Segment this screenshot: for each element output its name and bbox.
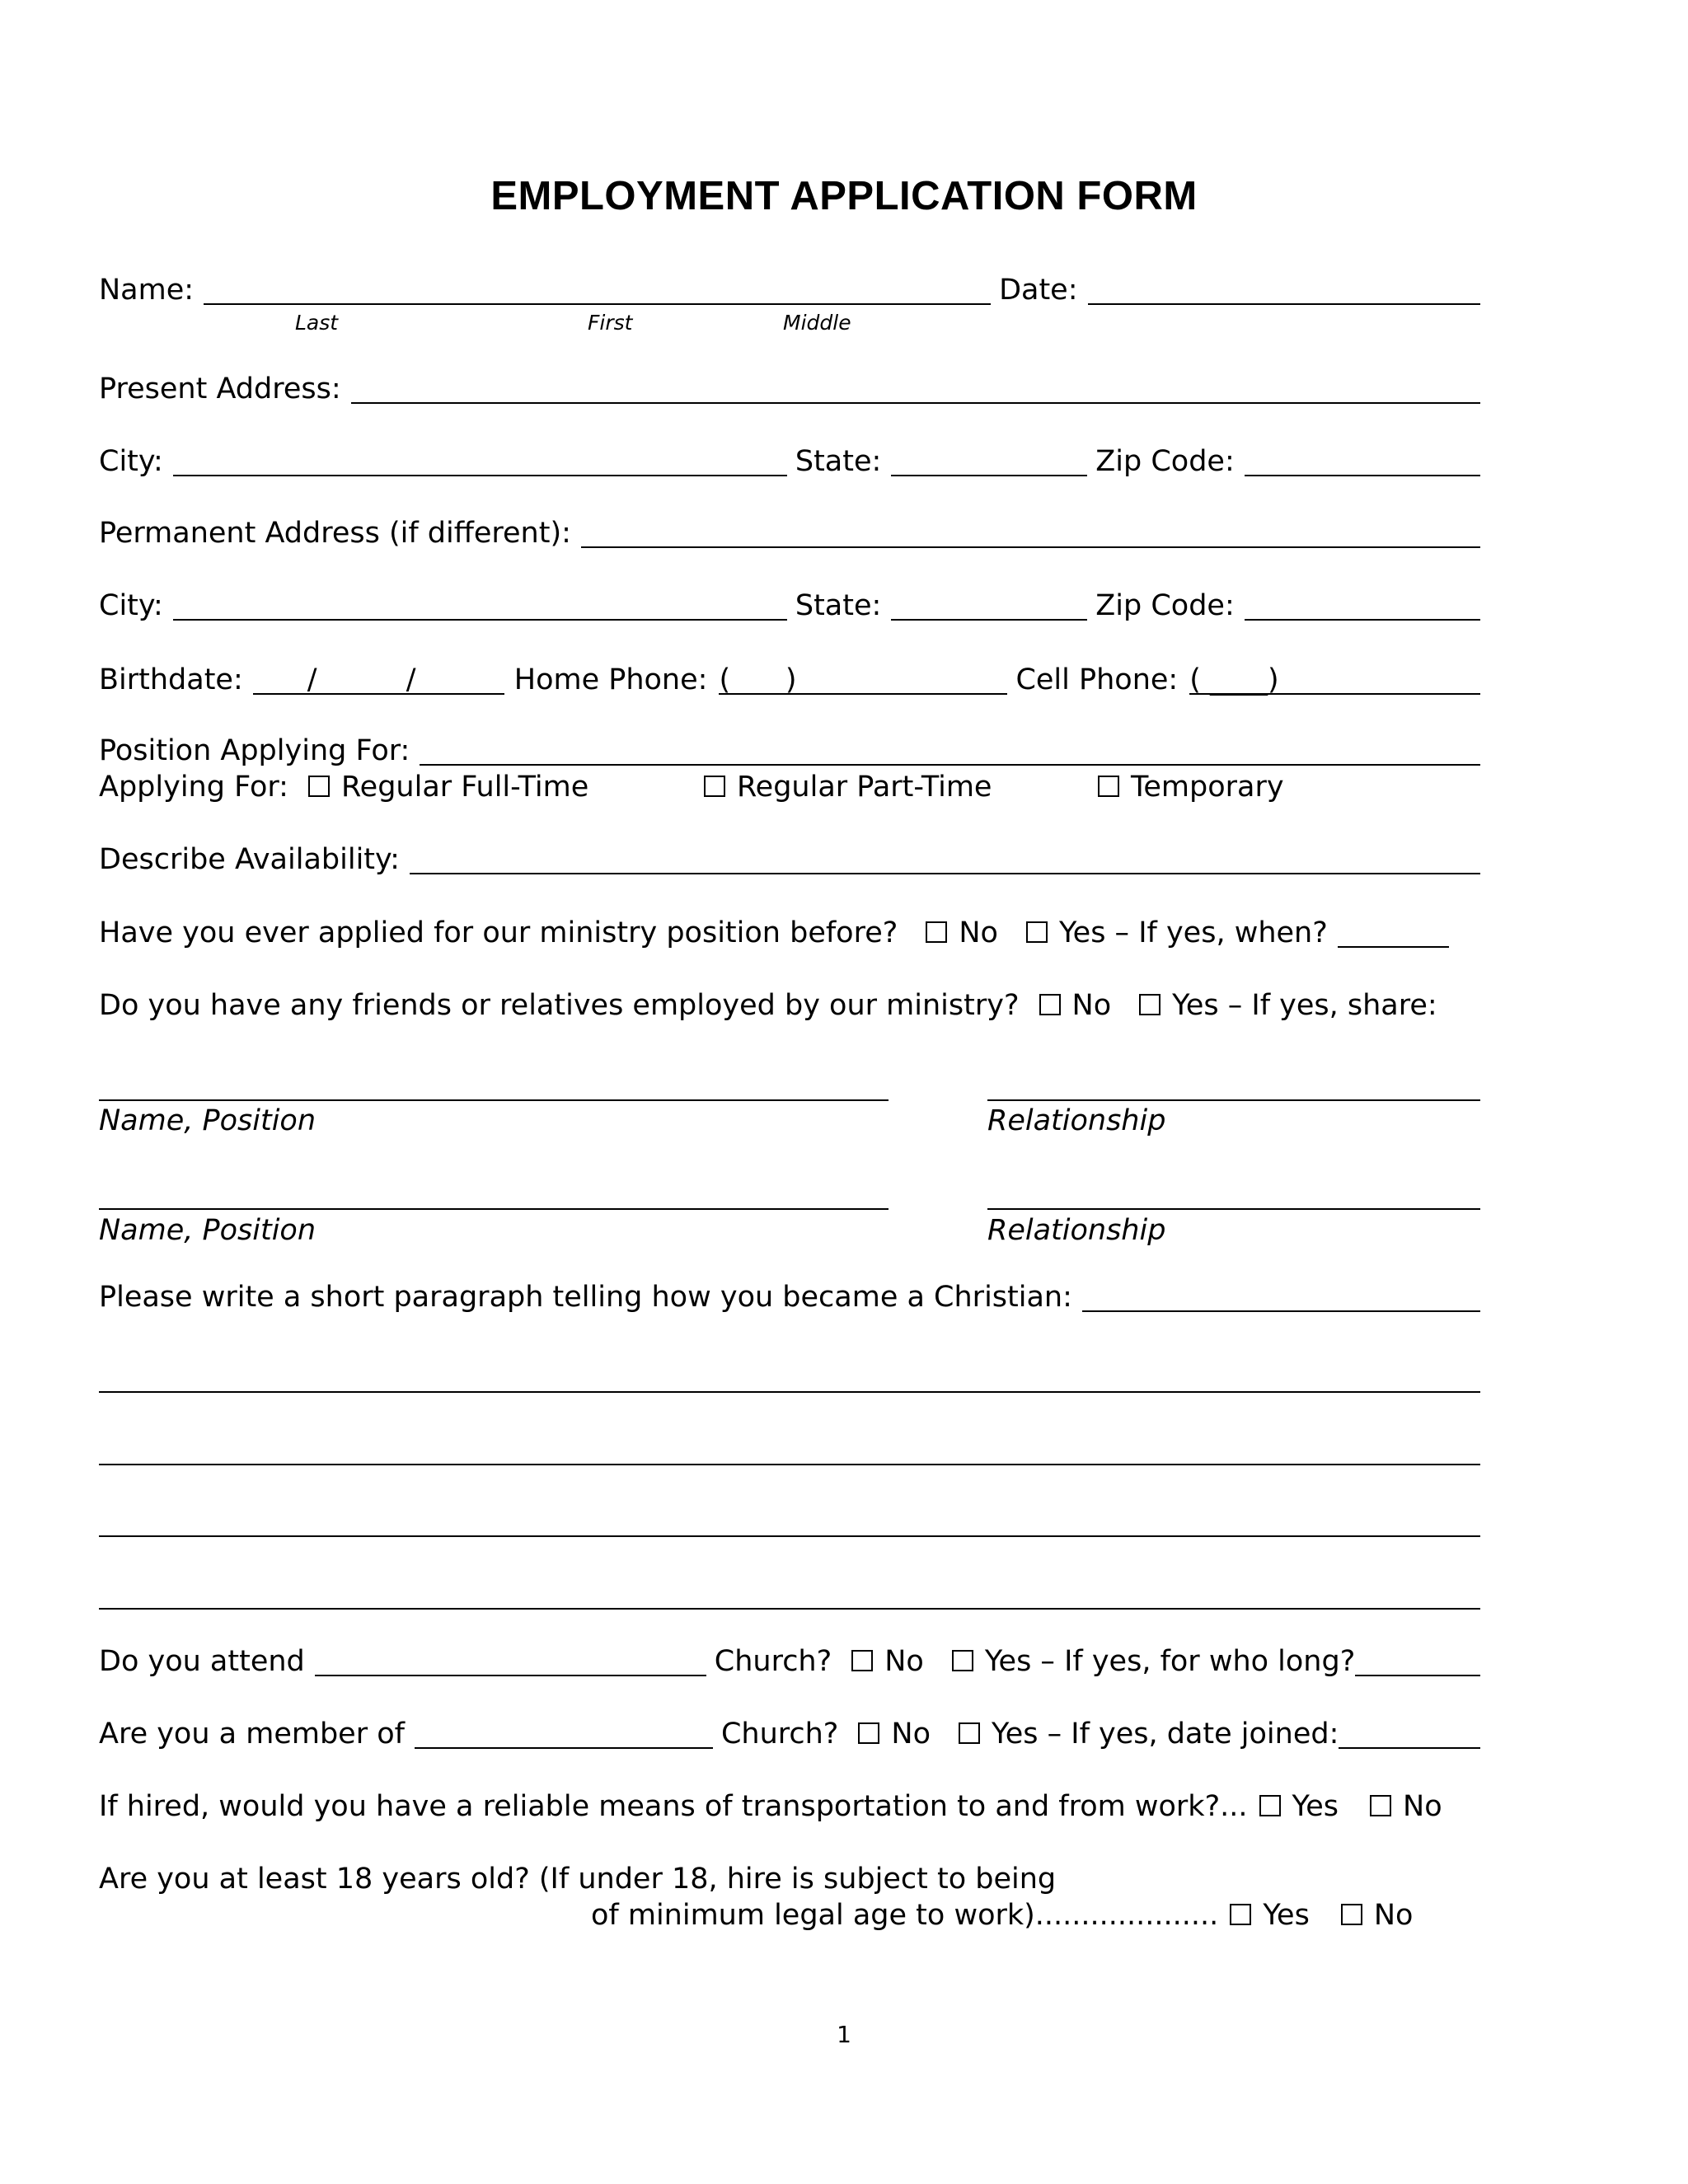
temporary-checkbox[interactable] — [1098, 776, 1119, 797]
age-no-checkbox[interactable] — [1341, 1904, 1362, 1925]
attend-no-label: No — [884, 1645, 924, 1678]
transportation-row — [99, 1788, 1480, 1825]
relatives-yes-checkbox[interactable] — [1139, 994, 1160, 1015]
paragraph-line-2[interactable] — [99, 1464, 1480, 1465]
transportation-no-checkbox[interactable] — [1370, 1795, 1391, 1816]
full-time-label: Regular Full-Time — [340, 771, 589, 804]
present-address-field[interactable] — [351, 374, 1480, 404]
full-time-option[interactable] — [308, 769, 704, 805]
name-field[interactable] — [204, 275, 991, 305]
age-no-option[interactable] — [1341, 1897, 1414, 1933]
applied-before-yes-option[interactable] — [1026, 915, 1328, 951]
birthdate-field[interactable] — [253, 660, 504, 695]
city-row-2 — [99, 588, 1480, 624]
city-field-1[interactable] — [173, 447, 787, 476]
permanent-address-field[interactable] — [581, 518, 1480, 548]
member-no-checkbox[interactable] — [858, 1722, 879, 1744]
part-time-option[interactable] — [704, 769, 1098, 805]
home-phone-field[interactable] — [719, 660, 1007, 695]
state-label-2: State: — [795, 589, 882, 622]
permanent-address-label: Permanent Address (if different): — [99, 517, 571, 550]
relatives-question: Do you have any friends or relatives employed by our ministry? — [99, 989, 1020, 1022]
first-name-caption: First — [588, 311, 633, 335]
temporary-label: Temporary — [1130, 771, 1284, 804]
city-field-2[interactable] — [173, 591, 787, 621]
paragraph-field-start[interactable] — [1082, 1282, 1480, 1312]
date-field[interactable] — [1088, 275, 1480, 305]
relatives-no-checkbox[interactable] — [1039, 994, 1061, 1015]
birthdate-slash-2: / — [406, 663, 416, 696]
age-yes-checkbox[interactable] — [1230, 1904, 1251, 1925]
attend-church-field[interactable] — [315, 1647, 706, 1676]
attend-no-option[interactable] — [851, 1643, 924, 1680]
member-yes-option[interactable] — [959, 1716, 1339, 1752]
birthdate-slash-1: / — [307, 663, 317, 696]
transportation-no-label: No — [1403, 1790, 1442, 1823]
applying-for-label: Applying For: — [99, 771, 288, 804]
age-yes-label: Yes — [1263, 1899, 1310, 1932]
name-label: Name: — [99, 274, 195, 307]
availability-row — [99, 841, 1480, 878]
age-row-line-1 — [99, 1861, 1480, 1897]
member-church-label: Church? — [720, 1718, 839, 1750]
relatives-yes-label: Yes – If yes, share: — [1172, 989, 1437, 1022]
birthdate-label: Birthdate: — [99, 663, 243, 696]
temporary-option[interactable] — [1098, 769, 1284, 805]
attend-how-long-field[interactable] — [1355, 1647, 1480, 1676]
page-number: 1 — [837, 2021, 851, 2048]
paragraph-row — [99, 1279, 1480, 1315]
middle-name-caption: Middle — [783, 311, 851, 335]
birthdate-phone-row — [99, 660, 1480, 698]
applied-before-row — [99, 915, 1480, 951]
applying-for-row — [99, 769, 1480, 805]
attend-church-label: Church? — [714, 1645, 832, 1678]
relationship-caption-1: Relationship — [987, 1104, 1166, 1137]
zip-field-2[interactable] — [1245, 591, 1480, 621]
attend-label: Do you attend — [99, 1645, 305, 1678]
cell-phone-label: Cell Phone: — [1015, 663, 1179, 696]
city-label-2: City: — [99, 589, 163, 622]
attend-yes-label: Yes – If yes, for who long? — [984, 1645, 1356, 1678]
state-field-1[interactable] — [891, 447, 1087, 476]
part-time-checkbox[interactable] — [704, 776, 725, 797]
form-title: EMPLOYMENT APPLICATION FORM — [490, 174, 1198, 218]
applied-before-no-checkbox[interactable] — [926, 921, 947, 943]
name-position-caption-1: Name, Position — [99, 1104, 316, 1137]
age-no-label: No — [1373, 1899, 1414, 1932]
attend-yes-option[interactable] — [952, 1643, 1355, 1680]
attend-no-checkbox[interactable] — [851, 1650, 873, 1671]
member-church-field[interactable] — [415, 1719, 713, 1749]
paragraph-line-1[interactable] — [99, 1391, 1480, 1393]
zip-label-2: Zip Code: — [1095, 589, 1235, 622]
position-label: Position Applying For: — [99, 734, 410, 767]
transportation-question: If hired, would you have a reliable means of transportation to and from work?... — [99, 1790, 1248, 1823]
position-field[interactable] — [420, 736, 1480, 766]
cell-phone-area-code: ( ____) — [1189, 663, 1279, 696]
relatives-yes-option[interactable] — [1139, 987, 1437, 1024]
member-no-option[interactable] — [858, 1716, 931, 1752]
transportation-yes-label: Yes — [1292, 1790, 1339, 1823]
applied-before-yes-label: Yes – If yes, when? — [1058, 916, 1328, 949]
applied-before-when-field[interactable] — [1338, 918, 1449, 948]
home-phone-label: Home Phone: — [513, 663, 708, 696]
name-row — [99, 272, 1480, 308]
present-address-row — [99, 371, 1480, 407]
member-yes-checkbox[interactable] — [959, 1722, 980, 1744]
applied-before-question: Have you ever applied for our ministry position before? — [99, 916, 898, 949]
age-question-line-2: of minimum legal age to work).................... — [591, 1899, 1219, 1932]
name-position-caption-2: Name, Position — [99, 1214, 316, 1247]
attend-yes-checkbox[interactable] — [952, 1650, 973, 1671]
attend-church-row — [99, 1643, 1480, 1680]
member-no-label: No — [891, 1718, 931, 1750]
zip-label-1: Zip Code: — [1095, 445, 1235, 478]
permanent-address-row — [99, 515, 1480, 551]
member-date-joined-field[interactable] — [1339, 1719, 1480, 1749]
full-time-checkbox[interactable] — [308, 776, 330, 797]
age-yes-option[interactable] — [1230, 1897, 1310, 1933]
date-label: Date: — [999, 274, 1078, 307]
applied-before-no-label: No — [959, 916, 998, 949]
age-row-line-2 — [591, 1897, 1498, 1933]
member-church-row — [99, 1716, 1480, 1752]
relationship-line-1[interactable] — [987, 1099, 1480, 1101]
relatives-no-label: No — [1071, 989, 1112, 1022]
relatives-no-option[interactable] — [1039, 987, 1112, 1024]
transportation-yes-checkbox[interactable] — [1259, 1795, 1281, 1816]
availability-label: Describe Availability: — [99, 843, 400, 876]
paragraph-line-4[interactable] — [99, 1608, 1480, 1610]
city-label-1: City: — [99, 445, 163, 478]
paragraph-label: Please write a short paragraph telling how you became a Christian: — [99, 1281, 1072, 1314]
home-phone-area-code: ( ) — [719, 663, 797, 696]
part-time-label: Regular Part-Time — [736, 771, 992, 804]
paragraph-line-3[interactable] — [99, 1535, 1480, 1537]
last-name-caption: Last — [295, 311, 339, 335]
member-yes-label: Yes – If yes, date joined: — [992, 1718, 1339, 1750]
relationship-line-2[interactable] — [987, 1208, 1480, 1210]
relationship-caption-2: Relationship — [987, 1214, 1166, 1247]
position-row — [99, 733, 1480, 769]
applied-before-yes-checkbox[interactable] — [1026, 921, 1048, 943]
zip-field-1[interactable] — [1245, 447, 1480, 476]
transportation-yes-option[interactable] — [1259, 1788, 1339, 1825]
city-row-1 — [99, 443, 1480, 480]
relative-name-line-1[interactable] — [99, 1099, 889, 1101]
transportation-no-option[interactable] — [1370, 1788, 1442, 1825]
member-label: Are you a member of — [99, 1718, 405, 1750]
applied-before-no-option[interactable] — [926, 915, 998, 951]
relative-name-line-2[interactable] — [99, 1208, 889, 1210]
availability-field[interactable] — [410, 845, 1480, 874]
relatives-row — [99, 987, 1480, 1024]
cell-phone-field[interactable] — [1189, 660, 1480, 695]
state-label-1: State: — [795, 445, 882, 478]
state-field-2[interactable] — [891, 591, 1087, 621]
present-address-label: Present Address: — [99, 373, 341, 405]
age-question-line-1: Are you at least 18 years old? (If under 18, hire is subject to being — [99, 1863, 1057, 1896]
